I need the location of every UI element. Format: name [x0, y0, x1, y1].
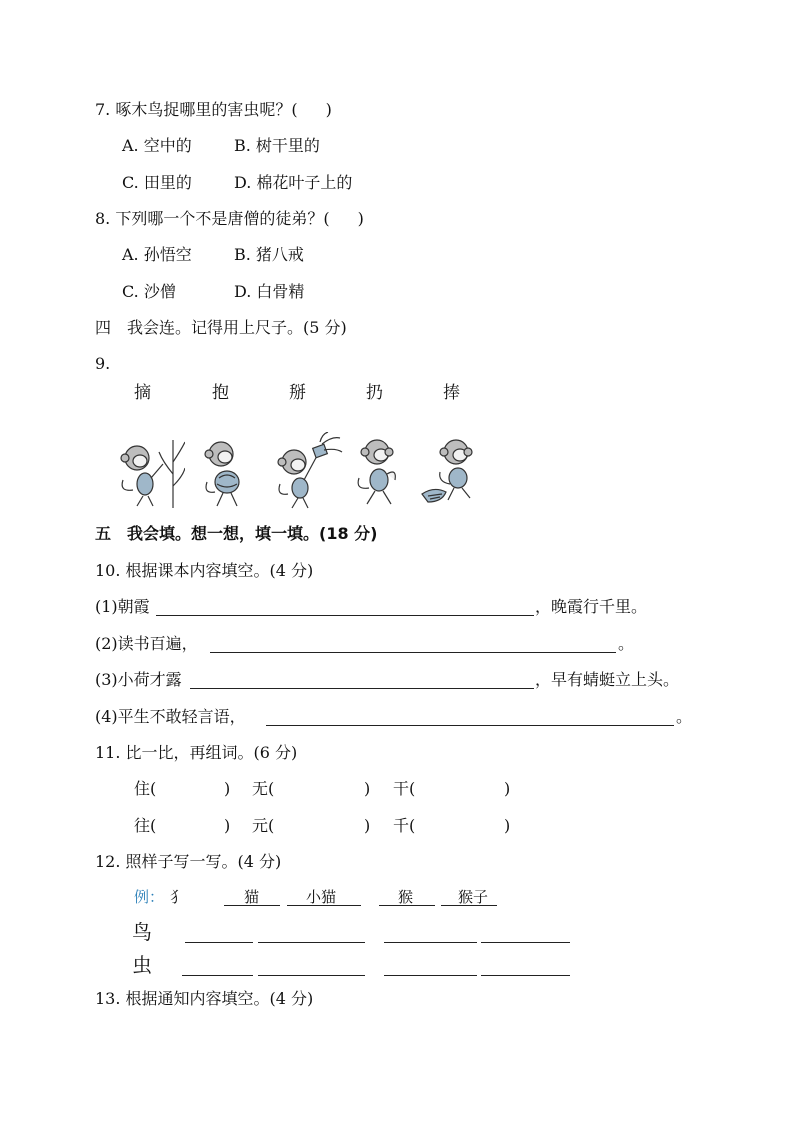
- q11-r1-char3: 干(: [393, 779, 416, 798]
- q12-example-underline-3: [379, 905, 435, 906]
- q12-row2-blank-1[interactable]: [182, 975, 253, 976]
- q10-line3-suffix: ，早有蜻蜓立上头。: [535, 670, 680, 689]
- monkey-picking-corn-image: [115, 432, 185, 512]
- q12-example-label: 例：: [134, 888, 165, 906]
- q9-word-2: 抱: [212, 383, 229, 403]
- q8-option-a: A. 孙悟空: [122, 245, 192, 264]
- q12-row1-blank-2[interactable]: [258, 942, 365, 943]
- q13-title: 13. 根据通知内容填空。(4 分): [95, 989, 314, 1008]
- q8-stem-text: 8. 下列哪一个不是唐僧的徒弟？(: [95, 209, 330, 228]
- q7-option-a: A. 空中的: [122, 136, 192, 155]
- section-4-title: 四 我会连。记得用上尺子。(5 分): [95, 318, 347, 337]
- q7-option-c: C. 田里的: [122, 173, 192, 192]
- q7-stem-text: 7. 啄木鸟捉哪里的害虫呢？(: [95, 100, 298, 119]
- q12-example-underline-4: [441, 905, 497, 906]
- q10-line3-blank[interactable]: [190, 688, 534, 689]
- q11-r1-char1: 住(: [134, 779, 157, 798]
- q12-example-word-4: 猴子: [458, 888, 489, 906]
- q12-row1-blank-4[interactable]: [481, 942, 570, 943]
- q11-r1-close2: ): [364, 779, 371, 798]
- q8-close-paren: ): [357, 209, 364, 228]
- q10-line4-blank[interactable]: [266, 725, 674, 726]
- q8-option-b: B. 猪八戒: [234, 245, 304, 264]
- q11-r2-close3: ): [504, 816, 511, 835]
- monkey-holding-melon-image: [197, 432, 267, 512]
- q11-r2-close2: ): [364, 816, 371, 835]
- q11-r1-close3: ): [504, 779, 511, 798]
- q7-option-b: B. 树干里的: [234, 136, 320, 155]
- q11-r1-close1: ): [224, 779, 231, 798]
- q12-row1-char: 鸟: [132, 920, 152, 944]
- q7-option-d: D. 棉花叶子上的: [234, 173, 353, 192]
- section-5-title: 五 我会填。想一想，填一填。(18 分): [95, 524, 378, 543]
- q11-r1-char2: 无(: [252, 779, 275, 798]
- q12-row2-blank-2[interactable]: [258, 975, 365, 976]
- q12-row2-blank-4[interactable]: [481, 975, 570, 976]
- q10-line1-prefix: (1)朝霞: [95, 597, 150, 616]
- q10-line2-suffix: 。: [618, 634, 635, 653]
- q10-line2-blank[interactable]: [210, 652, 616, 653]
- q12-example-word-1: 猫: [244, 888, 260, 906]
- q11-title: 11. 比一比，再组词。(6 分): [95, 743, 298, 762]
- q10-line2-prefix: (2)读书百遍，: [95, 634, 198, 653]
- q10-line4-prefix: (4)平生不敢轻言语，: [95, 707, 246, 726]
- q11-r2-char2: 元(: [252, 816, 275, 835]
- q7-close-paren: ): [325, 100, 332, 119]
- q12-row1-blank-1[interactable]: [185, 942, 253, 943]
- q10-line3-prefix: (3)小荷才露: [95, 670, 182, 689]
- q10-line1-suffix: ，晚霞行千里。: [535, 597, 648, 616]
- q12-example-radical: 犭: [170, 888, 186, 906]
- q12-example-underline-1: [224, 905, 280, 906]
- q8-option-c: C. 沙僧: [122, 282, 176, 301]
- q12-example-word-2: 小猫: [306, 888, 337, 906]
- q10-line1-blank[interactable]: [156, 615, 534, 616]
- q10-line4-suffix: 。: [676, 707, 693, 726]
- q11-r2-close1: ): [224, 816, 231, 835]
- q12-example-word-3: 猴: [398, 888, 414, 906]
- q9-number: 9.: [95, 354, 111, 373]
- q7-stem: [95, 100, 332, 120]
- q9-word-4: 扔: [366, 383, 383, 403]
- q12-row2-char: 虫: [132, 953, 152, 977]
- q8-option-d: D. 白骨精: [234, 282, 305, 301]
- q9-word-5: 捧: [443, 383, 460, 403]
- q12-row2-blank-3[interactable]: [384, 975, 477, 976]
- q11-r2-char3: 千(: [393, 816, 416, 835]
- monkey-breaking-corn-image: [274, 432, 344, 512]
- q9-word-3: 掰: [289, 383, 306, 403]
- q10-title: 10. 根据课本内容填空。(4 分): [95, 561, 314, 580]
- q12-example-underline-2: [287, 905, 361, 906]
- q12-row1-blank-3[interactable]: [384, 942, 477, 943]
- monkey-holding-corn-image: [420, 432, 490, 512]
- monkey-throwing-image: [351, 432, 421, 512]
- q11-r2-char1: 往(: [134, 816, 157, 835]
- q9-word-1: 摘: [134, 383, 151, 403]
- q8-stem: [95, 209, 364, 229]
- q12-title: 12. 照样子写一写。(4 分): [95, 852, 282, 871]
